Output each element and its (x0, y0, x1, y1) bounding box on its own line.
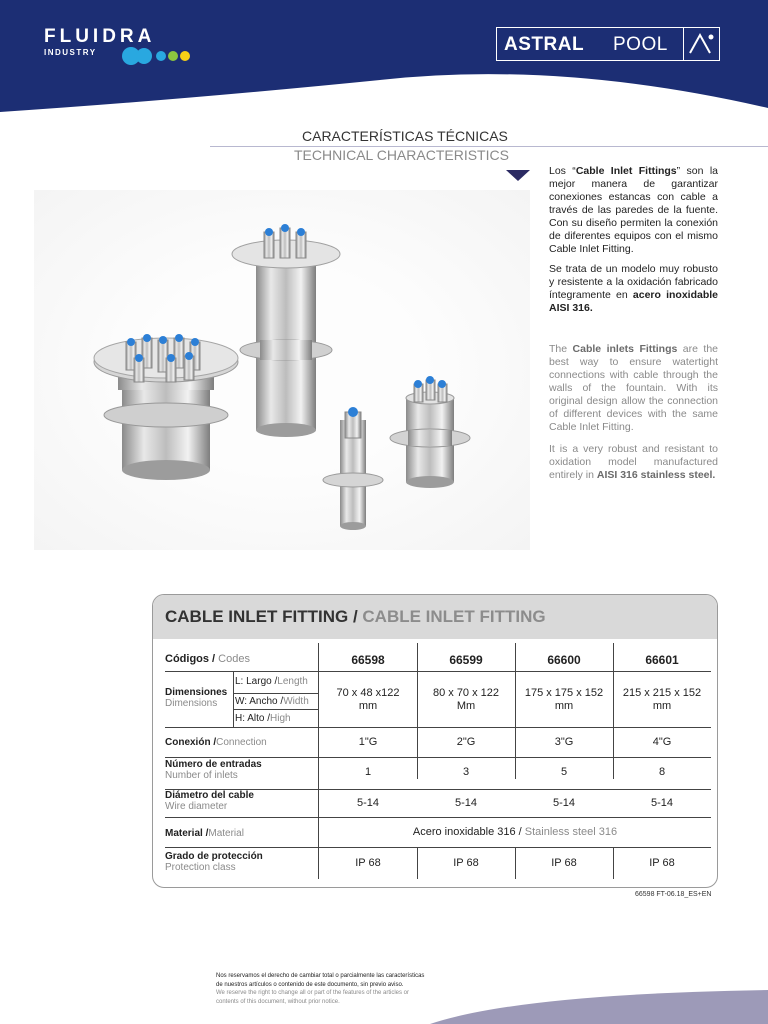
dimension-value: 215 x 215 x 152 mm (622, 687, 702, 712)
dim-length-label: L: Largo /Length (235, 676, 308, 687)
dimensions-label: Dimensiones Dimensions (165, 687, 228, 709)
spec-table (153, 595, 717, 887)
description-en-paragraph-2: It is a very robust and resistant to oxidation model manufactured entirely in AISI 316 stainless steel. (549, 443, 718, 481)
fluidra-logo (44, 26, 156, 57)
section-title-en: TECHNICAL CHARACTERISTICS (294, 147, 509, 163)
protection-label: Grado de protección Protection class (165, 851, 263, 873)
astralpool-wordmark-bold: ASTRAL (504, 34, 585, 55)
protection-value: IP 68 (649, 857, 675, 869)
wire-label: Diámetro del cable Wire diameter (165, 790, 254, 812)
inlets-value: 1 (364, 766, 372, 778)
section-title-es: CARACTERÍSTICAS TÉCNICAS (302, 128, 508, 144)
protection-value: IP 68 (453, 857, 479, 869)
inlets-value: 3 (462, 766, 470, 778)
dimension-value: 70 x 48 x122 mm (336, 687, 400, 712)
astralpool-wordmark-light: POOL (613, 34, 668, 55)
code-cell: 66598 (351, 653, 385, 667)
astralpool-triangle-icon (687, 32, 715, 56)
spec-card (152, 594, 718, 888)
page-header (0, 0, 768, 130)
codes-label: Códigos / Codes (165, 653, 250, 665)
fitting-small (323, 407, 383, 530)
dim-width-label: W: Ancho /Width (235, 696, 309, 707)
wire-value: 5-14 (552, 797, 576, 809)
footer-wave (0, 990, 768, 1024)
description-es-paragraph-2: Se trata de un modelo muy robusto y resistente a la oxidación fabricado íntegramente en acero inoxidable AISI 316. (549, 263, 718, 314)
connection-value: 3"G (554, 736, 574, 748)
inlets-value: 8 (658, 766, 666, 778)
dimension-value: 175 x 175 x 152 mm (524, 687, 604, 712)
legal-notice-es: Nos reservamos el derecho de cambiar total o parcialmente las características de nuestros artículos o contenido de este documento, sin previo aviso. (216, 973, 425, 988)
protection-value: IP 68 (551, 857, 577, 869)
description-es-paragraph-1: Los “Cable Inlet Fittings” son la mejor manera de garantizar conexiones estancas con cable a través de las paredes de la fuente. Con su diseño permiten la conexión de diferentes equipos con el mismo Cable Inlet Fitting. (549, 165, 719, 255)
astralpool-logo (496, 27, 720, 61)
fluidra-subtitle: INDUSTRY (44, 48, 97, 57)
wire-value: 5-14 (454, 797, 478, 809)
code-cell: 66599 (449, 653, 483, 667)
material-value: Acero inoxidable 316 / Stainless steel 316 (412, 826, 618, 838)
connection-value: 2"G (456, 736, 476, 748)
connection-label: Conexión /Connection (165, 737, 267, 748)
code-cell: 66600 (547, 653, 581, 667)
wire-value: 5-14 (356, 797, 380, 809)
fluidra-wordmark: FLUIDRA (44, 26, 156, 47)
down-arrow-icon (506, 170, 530, 182)
inlets-value: 5 (560, 766, 568, 778)
code-cell: 66601 (645, 653, 679, 667)
logo-divider (683, 28, 684, 60)
dimension-value: 80 x 70 x 122 Mm (432, 687, 500, 712)
wire-value: 5-14 (650, 797, 674, 809)
fitting-large (94, 334, 238, 480)
document-reference: 66598 FT-06.18_ES+EN (635, 891, 712, 898)
product-photo (34, 190, 530, 550)
legal-notice-en: We reserve the right to change all or part of the features of the articles or contents of this document, without prior notice. (216, 990, 409, 1005)
description-en-paragraph-1: The Cable inlets Fittings are the best way to ensure watertight connections with cable through the walls of the fountain. With its original design allow the connection of different devices with the same Cable Inlet Fitting. (549, 343, 719, 433)
header-wave-background (0, 0, 768, 130)
fitting-medium (390, 376, 470, 488)
spec-card-title: CABLE INLET FITTING / CABLE INLET FITTING (165, 607, 546, 626)
connection-value: 4"G (652, 736, 672, 748)
dim-height-label: H: Alto /High (235, 713, 291, 724)
material-label: Material /Material (165, 828, 244, 839)
fitting-tall (232, 224, 340, 437)
protection-value: IP 68 (355, 857, 381, 869)
connection-value: 1"G (358, 736, 378, 748)
inlets-label: Número de entradas Number of inlets (165, 759, 262, 781)
